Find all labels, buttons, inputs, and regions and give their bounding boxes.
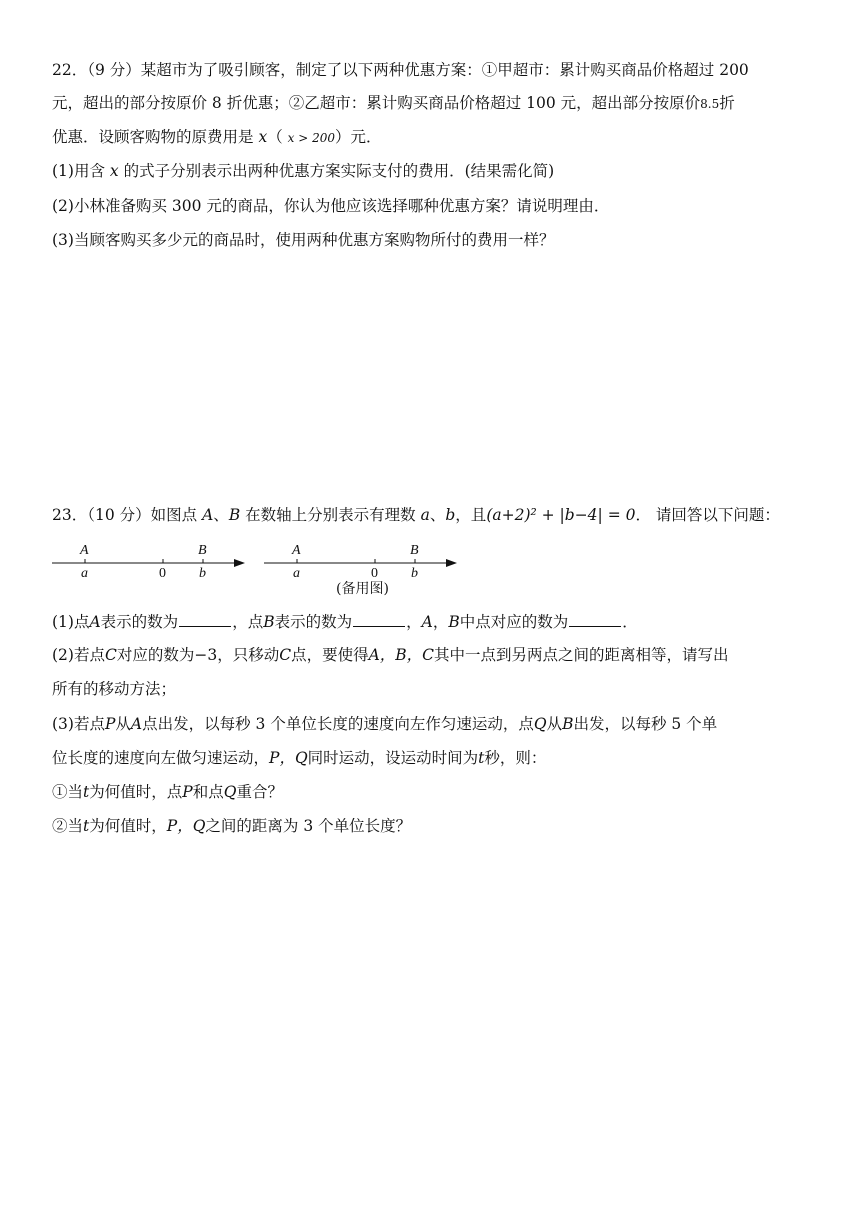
q23-equation: (a+2)² + |b−4| = 0	[486, 506, 636, 524]
q23-p1-B2: B	[448, 613, 460, 631]
q22-cond-open: （	[267, 128, 283, 146]
q23-p1-B: B	[263, 613, 275, 631]
q23-p2-ABC: A，B，C	[368, 646, 435, 664]
q22-part-3: (3)当顾客购买多少元的商品时，使用两种优惠方案购物所付的费用一样？	[52, 231, 555, 249]
q23-text-1a: 如图点	[150, 506, 198, 524]
q23-p3-A: A	[130, 715, 143, 733]
q23-p3-Q: Q	[533, 715, 547, 733]
q22-p1-b: 的式子分别表示出两种优惠方案实际支付的费用．(结果需化简)	[123, 162, 555, 180]
q22-line-1	[52, 60, 812, 80]
q22-discount: 8.5	[700, 97, 720, 111]
q23-s2-b: 为何值时，	[89, 817, 167, 835]
q23-p3-line2-c: 秒，则：	[484, 749, 547, 767]
q23-point-B: B	[228, 506, 241, 524]
q23-text-1c: ，且	[455, 506, 487, 524]
q22-text-1: 某超市为了吸引顾客，制定了以下两种优惠方案：①甲超市：累计购买商品价格超过 200	[140, 61, 749, 79]
q23-line-1	[52, 505, 812, 525]
q22-text-2b: 折	[719, 94, 735, 112]
q23-p3-line2-b: 同时运动，设运动时间为	[307, 749, 479, 767]
number-line-arrow-icon	[234, 559, 245, 567]
q23-s2-t: t	[83, 817, 90, 835]
q23-part-2	[52, 645, 812, 665]
label-var-b: b	[199, 566, 206, 581]
q23-score: （10 分）	[87, 506, 151, 524]
label-point-A: A	[292, 543, 301, 558]
q23-s1-P: P	[182, 783, 193, 801]
q23-s1-a: ①当	[52, 783, 84, 801]
number-line-arrow-icon	[446, 559, 457, 567]
number-line-main	[50, 538, 250, 582]
q22-score: （9 分）	[87, 61, 141, 79]
q22-var-x: x	[258, 128, 268, 146]
q23-var-b: b	[445, 506, 456, 524]
q22-text-2a: 元，超出的部分按原价 8 折优惠；②乙超市：累计购买商品价格超过 100 元，超出部分按原价	[52, 94, 701, 112]
q23-p1-A: A	[89, 613, 101, 631]
q23-s2-a: ②当	[52, 817, 84, 835]
q23-s1-b: 为何值时，点	[89, 783, 183, 801]
q23-s1-t: t	[83, 783, 90, 801]
q23-p3-c: 点出发，以每秒 3 个单位长度的速度向左作匀速运动，点	[142, 715, 534, 733]
q23-p1-e: ，	[406, 613, 422, 631]
q22-text-3a: 优惠．设顾客购物的原费用是	[52, 128, 254, 146]
q23-text-1d: ． 请回答以下问题：	[635, 506, 780, 524]
label-var-a: a	[81, 566, 88, 581]
q23-var-a: a	[420, 506, 430, 524]
q23-p2-a: (2)若点	[52, 646, 105, 664]
label-zero: 0	[159, 566, 166, 581]
q23-p1-h: ．	[622, 613, 638, 631]
label-point-B: B	[198, 543, 207, 558]
q22-number: 22．	[52, 61, 88, 79]
q23-sep-2: 、	[429, 506, 446, 524]
q23-s1-Q: Q	[223, 783, 237, 801]
label-var-a: a	[293, 566, 300, 581]
q22-cond-close: ）	[335, 128, 351, 146]
q23-p3-d: 从	[546, 715, 563, 733]
label-point-B: B	[410, 543, 419, 558]
q23-p2-c: 点，要使得	[291, 646, 369, 664]
q23-p1-f: ，	[432, 613, 449, 631]
q23-p3-PQ: P，Q	[269, 749, 308, 767]
answer-blank-A[interactable]	[179, 611, 231, 627]
q23-p3-t: t	[478, 749, 485, 767]
q23-sep-1: 、	[213, 506, 229, 524]
q23-number: 23．	[52, 506, 88, 524]
q23-p3-a: (3)若点	[52, 715, 105, 733]
label-var-b: b	[411, 566, 418, 581]
label-point-A: A	[80, 543, 89, 558]
q22-text-3b: 元．	[350, 128, 382, 146]
q22-p1-var: x	[109, 162, 119, 180]
q23-s1-c: 和点	[192, 783, 224, 801]
q23-p2-b: 对应的数为−3，只移动	[116, 646, 280, 664]
label-zero: 0	[371, 566, 378, 581]
q23-p1-b: 表示的数为	[100, 613, 179, 631]
q22-p1-a: (1)用含	[52, 162, 105, 180]
q23-s2-c: 之间的距离为 3 个单位长度？	[205, 817, 412, 835]
q23-part-3	[52, 714, 812, 734]
q22-condition: x > 200	[287, 131, 336, 145]
q23-s2-PQ: P，Q	[166, 817, 206, 835]
q23-p3-b: 从	[115, 715, 131, 733]
q23-p3-P: P	[104, 715, 116, 733]
q23-p1-d: 表示的数为	[274, 613, 353, 631]
q23-p1-a: (1)点	[52, 613, 90, 631]
q23-s1-d: 重合？	[236, 783, 283, 801]
q22-part-1	[52, 161, 812, 181]
q23-p3-e: 出发，以每秒 5 个单	[573, 715, 718, 733]
q23-point-A: A	[202, 506, 214, 524]
q23-part-3-line-2	[52, 748, 812, 768]
q23-p1-c: ，点	[232, 613, 264, 631]
q23-sub-1	[52, 782, 812, 802]
number-line-backup	[262, 538, 462, 582]
answer-blank-B[interactable]	[353, 611, 405, 627]
q23-p2-d: 其中一点到另两点之间的距离相等，请写出	[434, 646, 729, 664]
q23-p3-B: B	[562, 715, 574, 733]
answer-blank-midpoint[interactable]	[569, 611, 621, 627]
q23-p3-line2-a: 位长度的速度向左做匀速运动，	[52, 749, 270, 767]
q23-part-1	[52, 611, 812, 632]
q23-p1-g: 中点对应的数为	[459, 613, 569, 631]
q22-line-2	[52, 93, 812, 114]
q23-sub-2	[52, 816, 812, 836]
q22-part-2: (2)小林准备购买 300 元的商品，你认为他应该选择哪种优惠方案？请说明理由．	[52, 197, 610, 215]
q23-p2-C2: C	[279, 646, 292, 664]
q23-p1-A2: A	[421, 613, 433, 631]
q23-text-1b: 在数轴上分别表示有理数	[245, 506, 416, 524]
q23-part-2-line-2: 所有的移动方法；	[52, 680, 177, 698]
q23-p2-C: C	[104, 646, 117, 664]
q22-line-3	[52, 127, 812, 148]
backup-figure-caption: (备用图)	[336, 581, 389, 597]
